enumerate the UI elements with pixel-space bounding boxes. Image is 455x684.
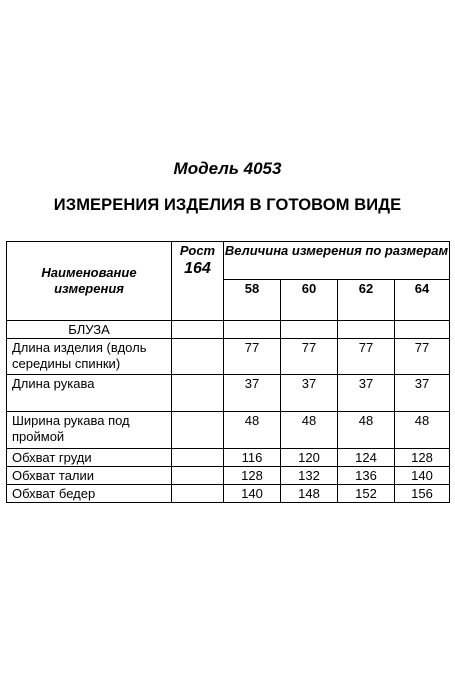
measurement-value: 132: [281, 467, 338, 485]
height-value: 164: [184, 260, 211, 277]
empty-cell: [172, 321, 224, 339]
measurement-value: 148: [281, 485, 338, 503]
measurement-name: Обхват груди: [7, 449, 172, 467]
measurement-name: Обхват бедер: [7, 485, 172, 503]
section-row: [7, 321, 450, 339]
height-cell: [172, 375, 224, 412]
measurement-name: Длина рукава: [7, 375, 172, 412]
table-row: [7, 485, 450, 503]
measurement-value: 77: [338, 339, 395, 375]
sizes-header: Величина измерения по размерам: [224, 242, 450, 280]
measurement-value: 140: [395, 467, 450, 485]
height-cell: [172, 449, 224, 467]
measurement-value: 48: [281, 412, 338, 449]
measurement-value: 77: [395, 339, 450, 375]
measurement-name-header: Наименование измерения: [7, 242, 172, 321]
height-header: [172, 242, 224, 321]
measurement-value: 48: [338, 412, 395, 449]
table-row: [7, 412, 450, 449]
empty-cell: [395, 321, 450, 339]
height-cell: [172, 485, 224, 503]
height-label: Рост: [179, 243, 216, 258]
measurement-value: 140: [224, 485, 281, 503]
measurements-table: [6, 241, 450, 503]
table-row: [7, 467, 450, 485]
empty-cell: [281, 321, 338, 339]
table-row: [7, 339, 450, 375]
measurement-value: 37: [338, 375, 395, 412]
height-cell: [172, 467, 224, 485]
measurement-name: Длина изделия (вдоль середины спинки): [7, 339, 172, 375]
model-title: Модель 4053: [173, 159, 282, 178]
measurement-value: 37: [395, 375, 450, 412]
empty-cell: [224, 321, 281, 339]
measurement-value: 48: [395, 412, 450, 449]
page-title: ИЗМЕРЕНИЯ ИЗДЕЛИЯ В ГОТОВОМ ВИДЕ: [53, 196, 402, 214]
table-header-row: [7, 242, 450, 280]
measurement-value: 128: [224, 467, 281, 485]
measurement-value: 77: [281, 339, 338, 375]
measurement-value: 77: [224, 339, 281, 375]
measurement-name: Обхват талии: [7, 467, 172, 485]
measurement-value: 152: [338, 485, 395, 503]
size-header-cell: 64: [395, 280, 450, 321]
table-row: [7, 375, 450, 412]
measurement-name: Ширина рукава под проймой: [7, 412, 172, 449]
measurement-value: 37: [224, 375, 281, 412]
measurement-value: 116: [224, 449, 281, 467]
empty-cell: [338, 321, 395, 339]
section-label: БЛУЗА: [7, 321, 172, 339]
measurement-value: 37: [281, 375, 338, 412]
table-row: [7, 449, 450, 467]
measurement-value: 156: [395, 485, 450, 503]
measurement-value: 136: [338, 467, 395, 485]
height-cell: [172, 339, 224, 375]
size-header-cell: 62: [338, 280, 395, 321]
measurement-value: 120: [281, 449, 338, 467]
height-cell: [172, 412, 224, 449]
size-header-cell: 60: [281, 280, 338, 321]
measurement-value: 128: [395, 449, 450, 467]
size-header-cell: 58: [224, 280, 281, 321]
measurement-value: 48: [224, 412, 281, 449]
measurement-value: 124: [338, 449, 395, 467]
